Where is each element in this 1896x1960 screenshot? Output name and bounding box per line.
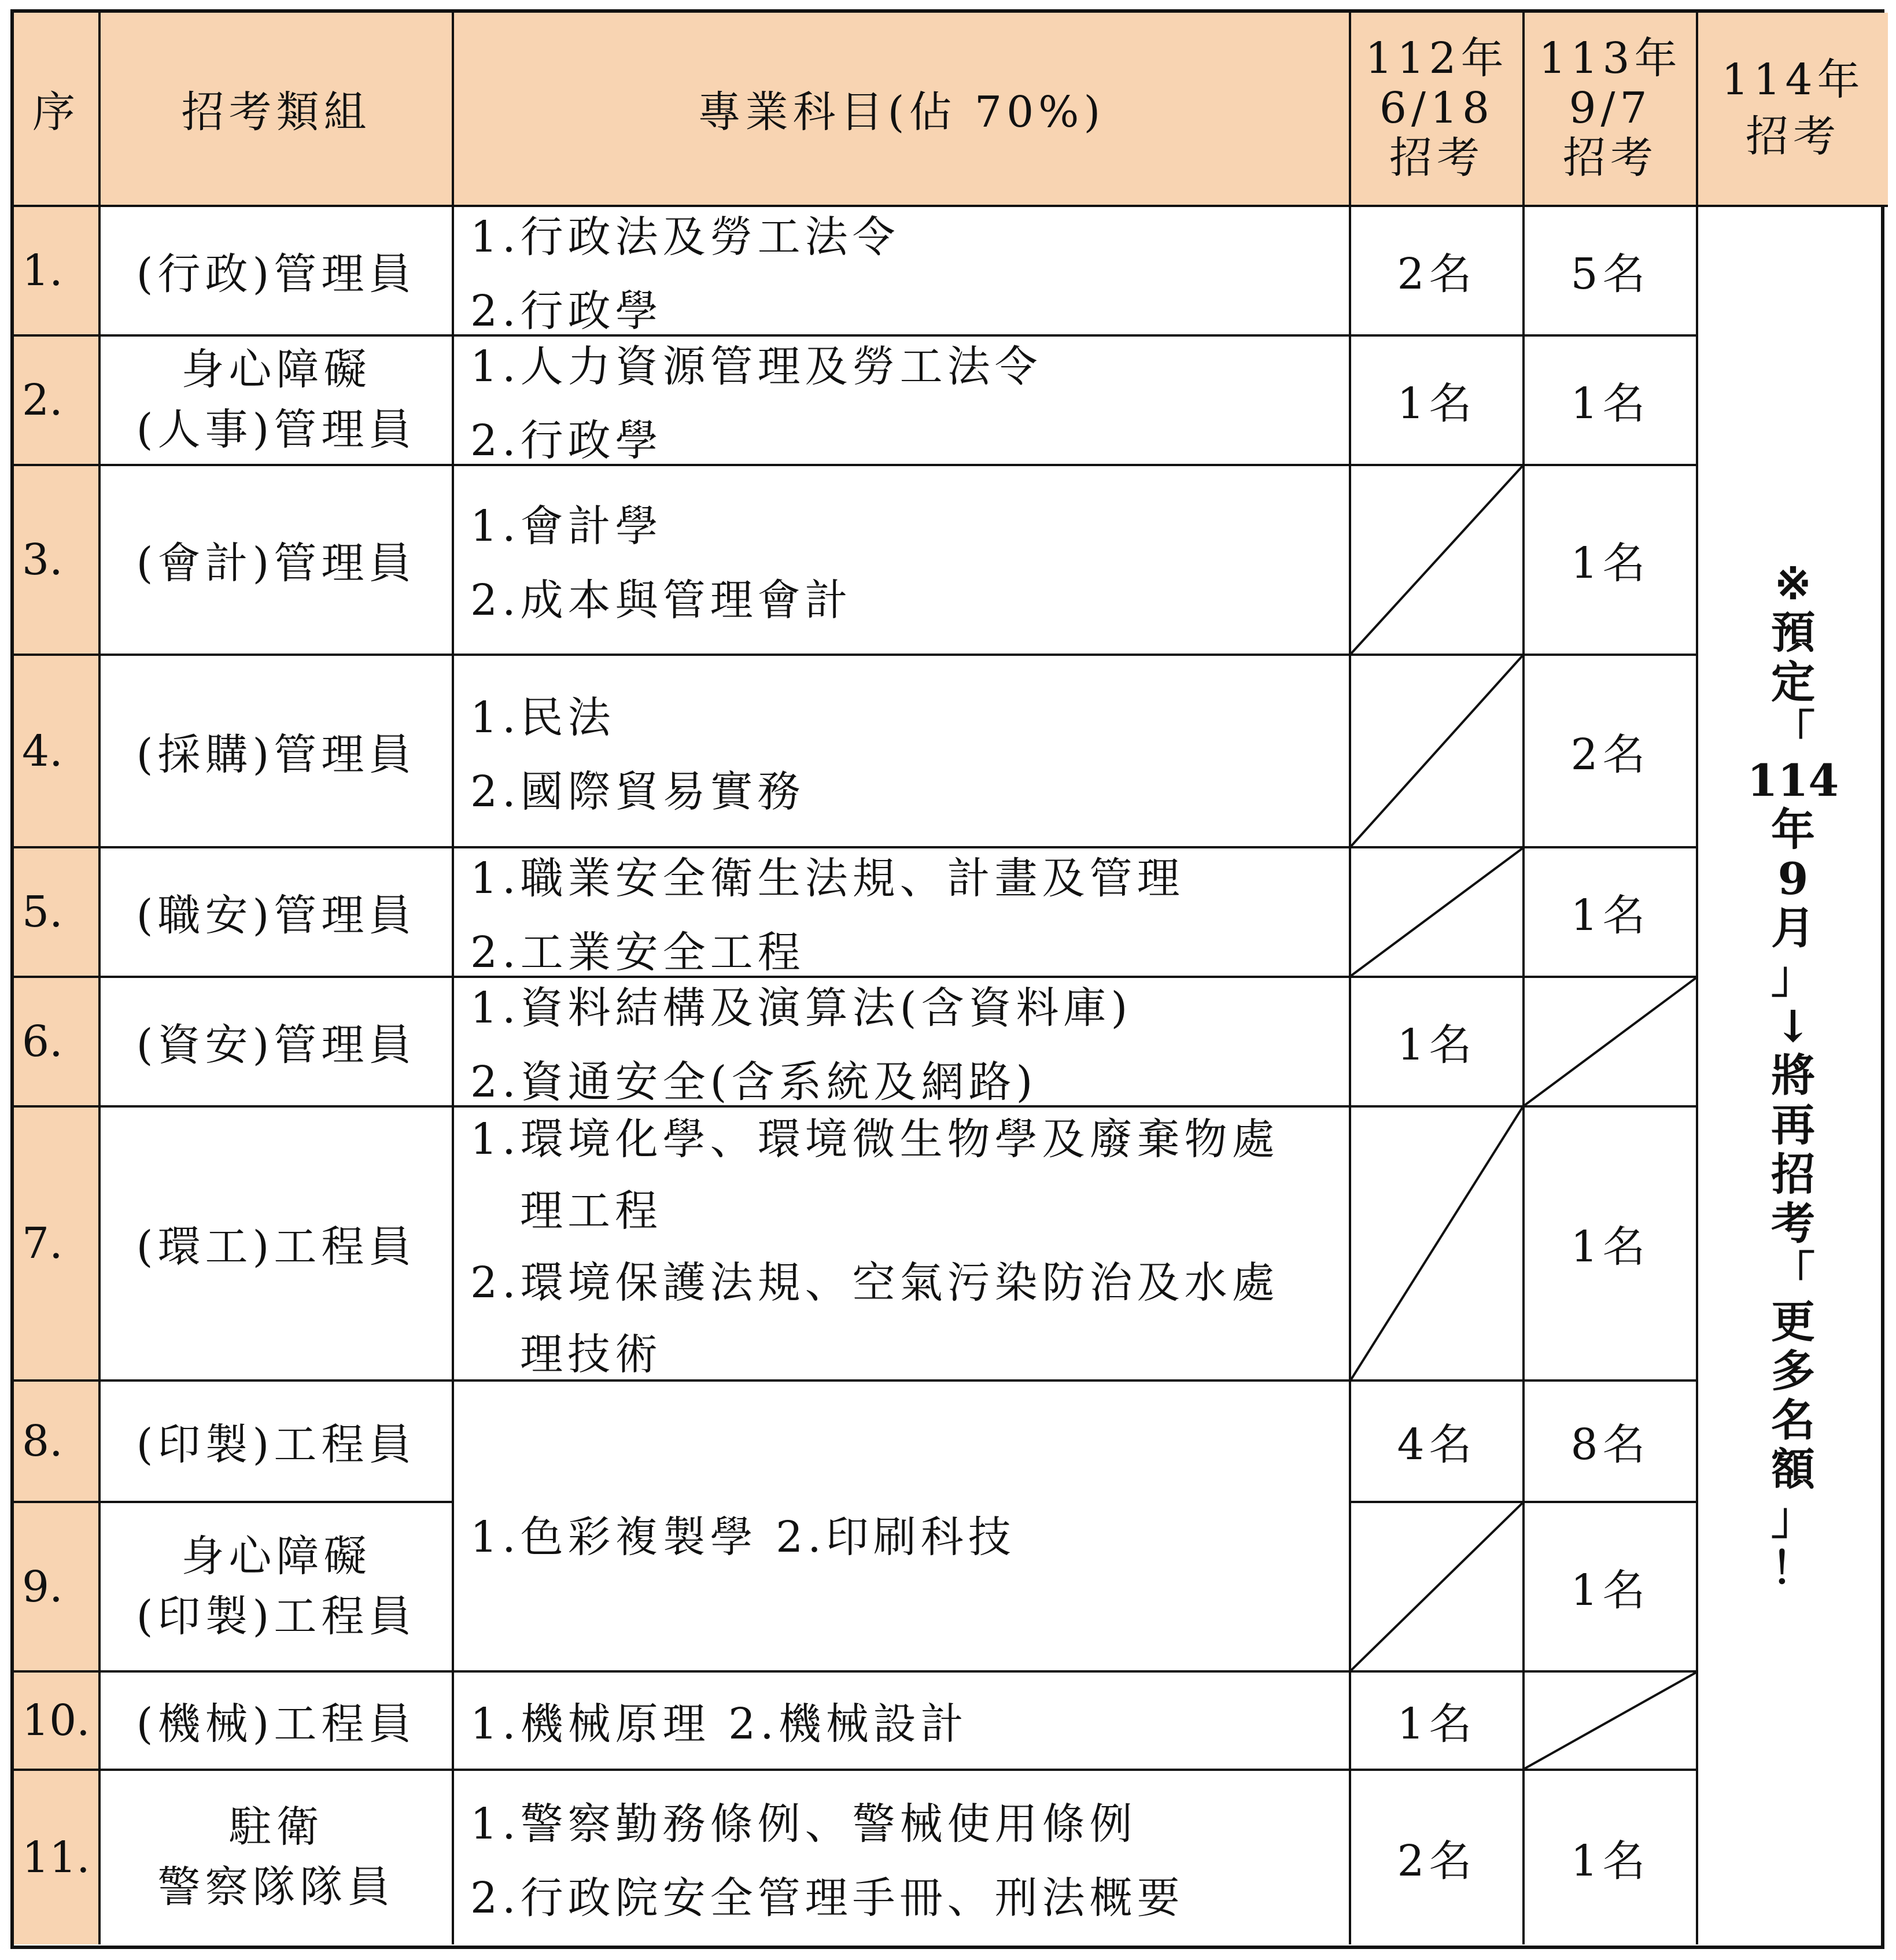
subject-line: 1.人力資源管理及勞工法令 — [470, 342, 1042, 392]
header-year-113 — [1525, 13, 1698, 207]
row-index: 10. — [14, 1673, 101, 1771]
row-subjects — [454, 656, 1351, 848]
row-subjects — [454, 978, 1351, 1108]
note-char: ※ — [1775, 558, 1812, 610]
note-char: 」 — [1771, 1493, 1815, 1545]
row-index: 7. — [14, 1108, 101, 1382]
row-subjects — [454, 207, 1351, 337]
row-category — [101, 337, 454, 466]
note-char: 再 — [1771, 1099, 1815, 1151]
subject-line: 1.環境化學、環境微生物學及廢棄物處 — [470, 1114, 1279, 1164]
row-subjects: 1.機械原理 2.機械設計 — [454, 1673, 1351, 1771]
category-line: (人事)管理員 — [136, 405, 416, 455]
note-char: ！ — [1771, 1542, 1815, 1594]
quota-113: 1名 — [1525, 1771, 1698, 1944]
header-year-114-line: 114年 — [1721, 55, 1865, 105]
subject-line: 2.行政學 — [470, 286, 663, 336]
row-subjects — [454, 848, 1351, 978]
quota-112: 2名 — [1351, 1771, 1525, 1944]
note-char: 「 — [1771, 1246, 1815, 1298]
row-index: 1. — [14, 207, 101, 337]
quota-113: 2名 — [1525, 656, 1698, 848]
quota-113-empty — [1525, 1673, 1698, 1771]
row-category: (職安)管理員 — [101, 848, 454, 978]
empty-slash — [1351, 656, 1522, 846]
row-category: (採購)管理員 — [101, 656, 454, 848]
row-subjects — [454, 466, 1351, 656]
row-subjects — [454, 1771, 1351, 1944]
row-subjects — [454, 1108, 1351, 1382]
empty-slash — [1351, 848, 1522, 976]
subject-line: 1.資料結構及演算法(含資料庫) — [470, 983, 1133, 1033]
row-subjects — [454, 337, 1351, 466]
empty-slash — [1351, 466, 1522, 654]
row-index: 11. — [14, 1771, 101, 1944]
quota-113: 8名 — [1525, 1382, 1698, 1503]
subject-line: 2.環境保護法規、空氣污染防治及水處 — [470, 1258, 1279, 1308]
quota-113: 1名 — [1525, 848, 1698, 978]
row-category: (印製)工程員 — [101, 1382, 454, 1503]
quota-113-empty — [1525, 978, 1698, 1108]
header-year-113-line: 9/7 — [1569, 83, 1652, 134]
row-category: (環工)工程員 — [101, 1108, 454, 1382]
subject-line: 2.行政學 — [470, 416, 663, 466]
subject-line: 1.警察勤務條例、警械使用條例 — [470, 1799, 1137, 1849]
row-index: 9. — [14, 1503, 101, 1673]
row-index: 3. — [14, 466, 101, 656]
note-char: 額 — [1771, 1444, 1815, 1496]
row-index: 8. — [14, 1382, 101, 1503]
row-category — [101, 1503, 454, 1673]
row-category: (會計)管理員 — [101, 466, 454, 656]
empty-slash — [1525, 1673, 1696, 1769]
subject-line: 1.行政法及勞工法令 — [470, 212, 900, 262]
note-char: 」 — [1771, 951, 1815, 1003]
recruitment-table — [10, 9, 1884, 1949]
row-index: 5. — [14, 848, 101, 978]
header-year-113-line: 113年 — [1539, 34, 1682, 84]
empty-slash — [1351, 1108, 1522, 1379]
row-index: 6. — [14, 978, 101, 1108]
note-char: 9 — [1777, 853, 1809, 905]
quota-112: 4名 — [1351, 1382, 1525, 1503]
header-subjects: 專業科目(佔 70%) — [454, 13, 1351, 207]
row-index: 2. — [14, 337, 101, 466]
header-year-112-line: 112年 — [1365, 34, 1508, 84]
note-char: 定 — [1771, 656, 1815, 708]
quota-112-empty — [1351, 466, 1525, 656]
category-line: 警察隊隊員 — [157, 1862, 395, 1912]
row-category — [101, 1771, 454, 1944]
row-subjects-shared: 1.色彩複製學 2.印刷科技 — [454, 1382, 1351, 1673]
subject-line: 理工程 — [520, 1186, 662, 1236]
note-char: 「 — [1771, 705, 1815, 757]
quota-112: 1名 — [1351, 337, 1525, 466]
header-seq: 序 — [14, 13, 101, 207]
quota-112: 2名 — [1351, 207, 1525, 337]
row-index: 4. — [14, 656, 101, 848]
quota-113: 1名 — [1525, 1108, 1698, 1382]
header-year-112-line: 招考 — [1389, 132, 1484, 183]
row-category: (資安)管理員 — [101, 978, 454, 1108]
row-category: (行政)管理員 — [101, 207, 454, 337]
empty-slash — [1351, 1503, 1522, 1670]
note-114 — [1698, 207, 1888, 1944]
category-line: 身心障礙 — [181, 345, 371, 395]
category-line: 身心障礙 — [181, 1531, 371, 1581]
subject-line: 2.行政院安全管理手冊、刑法概要 — [470, 1873, 1185, 1923]
note-char: 更 — [1771, 1295, 1815, 1348]
quota-112-empty — [1351, 848, 1525, 978]
header-year-114 — [1698, 13, 1888, 207]
header-year-112-line: 6/18 — [1379, 83, 1495, 134]
row-category: (機械)工程員 — [101, 1673, 454, 1771]
header-year-113-line: 招考 — [1563, 132, 1658, 183]
subject-line: 2.成本與管理會計 — [470, 575, 853, 625]
empty-slash — [1525, 978, 1696, 1105]
header-category: 招考類組 — [101, 13, 454, 207]
note-char: 114 — [1747, 754, 1839, 806]
subject-line: 2.工業安全工程 — [470, 928, 805, 977]
subject-line: 1.民法 — [470, 692, 615, 743]
subject-line: 2.資通安全(含系統及網路) — [470, 1057, 1038, 1107]
note-char: 多 — [1771, 1345, 1815, 1397]
note-char: 年 — [1771, 803, 1815, 855]
quota-112-empty — [1351, 1108, 1525, 1382]
subject-line: 1.會計學 — [470, 501, 663, 551]
header-year-114-line: 招考 — [1746, 112, 1840, 161]
note-char: 將 — [1771, 1050, 1815, 1102]
note-char: 名 — [1771, 1394, 1815, 1446]
quota-113: 5名 — [1525, 207, 1698, 337]
header-year-112 — [1351, 13, 1525, 207]
note-char: 預 — [1771, 607, 1815, 659]
note-char: 考 — [1771, 1197, 1815, 1249]
note-char: 月 — [1771, 902, 1815, 954]
note-char: ↓ — [1775, 1001, 1812, 1053]
note-char: 招 — [1771, 1148, 1815, 1200]
quota-112-empty — [1351, 656, 1525, 848]
subject-line: 理技術 — [520, 1330, 662, 1379]
quota-113: 1名 — [1525, 466, 1698, 656]
category-line: (印製)工程員 — [136, 1591, 416, 1641]
subject-line: 2.國際貿易實務 — [470, 766, 805, 817]
quota-112: 1名 — [1351, 1673, 1525, 1771]
subject-line: 1.職業安全衛生法規、計畫及管理 — [470, 854, 1185, 903]
quota-113: 1名 — [1525, 1503, 1698, 1673]
quota-112: 1名 — [1351, 978, 1525, 1108]
category-line: 駐衛 — [228, 1802, 324, 1852]
quota-113: 1名 — [1525, 337, 1698, 466]
quota-112-empty — [1351, 1503, 1525, 1673]
